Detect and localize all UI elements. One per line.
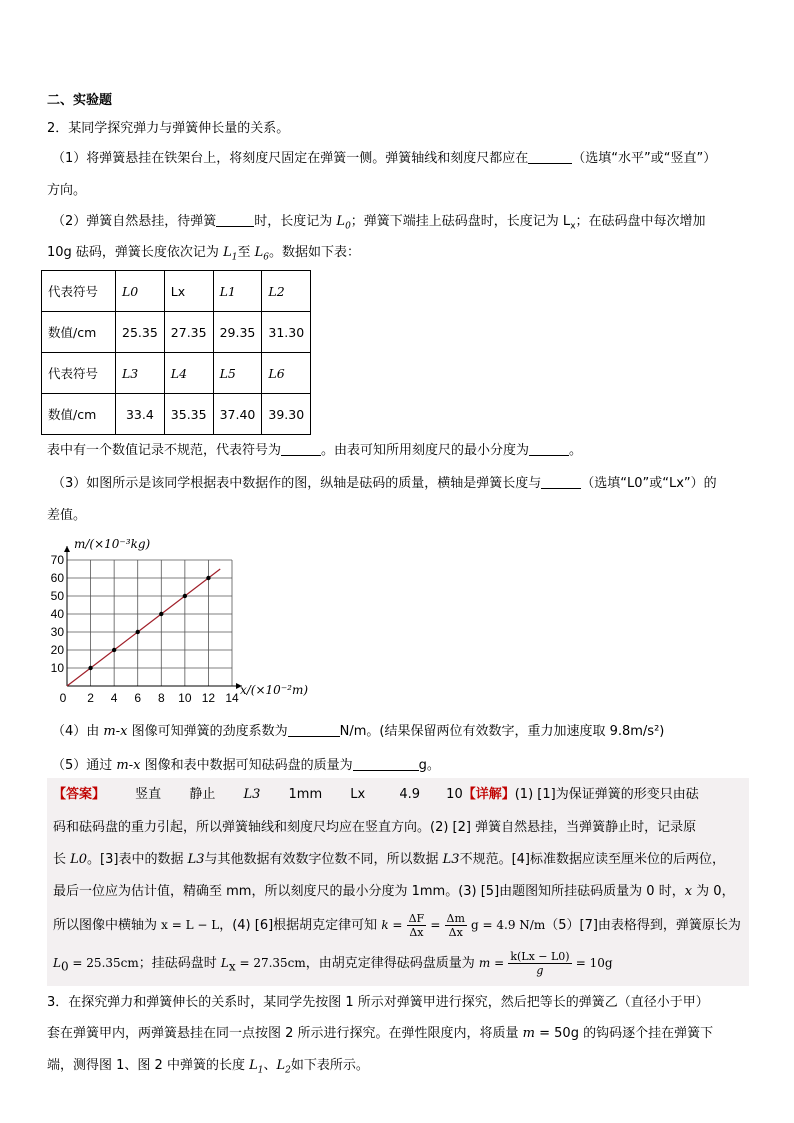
answer-item: 竖直 bbox=[135, 787, 162, 802]
answer-blank[interactable] bbox=[288, 722, 340, 737]
data-point bbox=[159, 612, 163, 616]
answer-line: 所以图像中横轴为 x = L − L，(4) [6]根据胡克定律可知 k = $\frac{\Delta F}{\Delta x}$ = $\frac{\Delta m}{\Delta x}$ g = 4.9 N/m（5）[7]由表格得到，弹簧原长为 bbox=[53, 912, 741, 939]
x-tick-label: 8 bbox=[157, 691, 165, 705]
table-cell: L0 bbox=[116, 271, 165, 312]
data-point bbox=[183, 594, 187, 598]
y-tick-label: 60 bbox=[50, 571, 64, 585]
answer-item: 1mm bbox=[288, 787, 323, 802]
table-row bbox=[42, 353, 311, 394]
table-cell: L3 bbox=[116, 353, 165, 394]
answer-tag: 【答案】 bbox=[53, 787, 106, 802]
y-axis-arrow bbox=[64, 546, 70, 552]
detail-tag: 【详解】 bbox=[462, 787, 515, 802]
answer-blank[interactable] bbox=[529, 441, 569, 456]
answer-blank[interactable] bbox=[528, 149, 572, 164]
table-cell: 33.4 bbox=[116, 394, 165, 435]
answer-item: 静止 bbox=[189, 787, 216, 802]
mass-vs-extension-chart bbox=[44, 534, 334, 712]
table-row bbox=[42, 312, 311, 353]
x-tick-label: 2 bbox=[87, 691, 94, 705]
data-point bbox=[112, 648, 116, 652]
table-cell: 代表符号 bbox=[42, 353, 116, 394]
table-cell: 29.35 bbox=[213, 312, 262, 353]
fraction: $\frac{\Delta F}{\Delta x}$ bbox=[408, 912, 425, 939]
y-tick-label: 40 bbox=[50, 607, 64, 621]
table-cell: 数值/cm bbox=[42, 312, 116, 353]
q2-part2: （2）弹簧自然悬挂，待弹簧 时，长度记为 $L_0$；弹簧下端挂上砝码盘时，长度记为 $L_x$；在砝码盘中每次增加 bbox=[52, 214, 706, 232]
y-tick-label: 10 bbox=[50, 661, 64, 675]
answer-item: 4.9 bbox=[399, 787, 421, 802]
q2-part4: （4）由 m-x 图像可知弹簧的劲度系数为 N/m。(结果保留两位有效数字，重力加速度取 9.8m/s²) bbox=[52, 724, 665, 739]
q3-line: 端，测得图 1、图 2 中弹簧的长度 $L_1$、$L_2$如下表所示。 bbox=[47, 1058, 369, 1076]
answer-blank[interactable] bbox=[281, 441, 321, 456]
q2-part2-cont: 10g 砝码，弹簧长度依次记为 $L_1$至 $L_6$。数据如下表： bbox=[47, 245, 360, 263]
x-tick-label: 4 bbox=[110, 691, 118, 705]
answer-item: L3 bbox=[243, 787, 261, 802]
table-cell: L1 bbox=[213, 271, 262, 312]
table-cell: L5 bbox=[213, 353, 262, 394]
y-tick-label: 30 bbox=[50, 625, 64, 639]
fraction: $\frac{\Delta m}{\Delta x}$ bbox=[446, 912, 465, 939]
q2-stem: 2．某同学探究弹力与弹簧伸长量的关系。 bbox=[47, 121, 290, 136]
fraction: $\frac{k(Lx - L0)}{g}$ bbox=[510, 950, 570, 977]
answer-line: 最后一位应为估计值，精确至 mm，所以刻度尺的最小分度为 1mm。(3) [5]由题图知所挂砝码质量为 0 时，x 为 0， bbox=[53, 884, 735, 899]
answer-line: 【答案】 竖直 静止 L3 1mm Lx 4.9 10【详解】(1) [1]为保证弹簧的形变只由砝 bbox=[53, 783, 699, 807]
q2-part5: （5）通过 m-x 图像和表中数据可知砝码盘的质量为 g。 bbox=[52, 758, 440, 773]
answer-item: Lx bbox=[350, 787, 366, 802]
q3-line: 套在弹簧甲内，两弹簧悬挂在同一点按图 2 所示进行探究。在弹性限度内，将质量 m = 50g 的钩码逐个挂在弹簧下 bbox=[47, 1026, 714, 1041]
table-cell: L4 bbox=[164, 353, 213, 394]
x-tick-label: 12 bbox=[201, 691, 216, 705]
data-point bbox=[88, 666, 92, 670]
answer-line: 长 L0。[3]表中的数据 L3与其他数据有效数字位数不同，所以数据 L3不规范。[4]标准数据应读至厘米位的后两位， bbox=[53, 852, 725, 867]
answer-line: $L_0 = 25.35cm$；挂砝码盘时 $L_x = 27.35cm$，由胡克定律得砝码盘质量为 m = $\frac{k(Lx - L0)}{g}$ = 10g bbox=[53, 950, 613, 977]
table-cell: Lx bbox=[164, 271, 213, 312]
q2-part1: （1）将弹簧悬挂在铁架台上，将刻度尺固定在弹簧一侧。弹簧轴线和刻度尺都应在 （选填“水平”或“竖直”） bbox=[52, 151, 717, 166]
data-point bbox=[206, 576, 210, 580]
y-tick-label: 20 bbox=[50, 643, 64, 657]
y-tick-label: 70 bbox=[50, 553, 64, 567]
data-table bbox=[41, 270, 311, 435]
q2-part3-cont: 差值。 bbox=[47, 508, 87, 523]
table-cell: 39.30 bbox=[262, 394, 311, 435]
chart-series bbox=[67, 569, 220, 686]
table-cell: 35.35 bbox=[164, 394, 213, 435]
answer-blank[interactable] bbox=[216, 212, 254, 227]
table-cell: 数值/cm bbox=[42, 394, 116, 435]
table-cell: L2 bbox=[262, 271, 311, 312]
answer-block bbox=[47, 778, 749, 986]
table-cell: 37.40 bbox=[213, 394, 262, 435]
q3-line: 3．在探究弹力和弹簧伸长的关系时，某同学先按图 1 所示对弹簧甲进行探究，然后把等长的弹簧乙（直径小于甲） bbox=[47, 995, 709, 1010]
table-row bbox=[42, 394, 311, 435]
x-axis-label: x/(×10⁻²m) bbox=[240, 683, 309, 697]
x-tick-label: 0 bbox=[59, 691, 67, 705]
table-cell: 25.35 bbox=[116, 312, 165, 353]
q2-part1-cont: 方向。 bbox=[47, 183, 87, 198]
answer-line: 码和砝码盘的重力引起，所以弹簧轴线和刻度尺均应在竖直方向。(2) [2] 弹簧自然悬挂，当弹簧静止时，记录原 bbox=[53, 820, 697, 835]
answer-blank[interactable] bbox=[541, 474, 581, 489]
section-title: 二、实验题 bbox=[47, 93, 113, 108]
table-cell: 31.30 bbox=[262, 312, 311, 353]
y-tick-label: 50 bbox=[50, 589, 64, 603]
table-cell: 代表符号 bbox=[42, 271, 116, 312]
q2-part3: （3）如图所示是该同学根据表中数据作的图，纵轴是砝码的质量，横轴是弹簧长度与 （选填“L0”或“Lx”）的 bbox=[52, 476, 717, 491]
y-axis-label: m/(×10⁻³kg) bbox=[74, 537, 151, 551]
answer-item: 10 bbox=[446, 787, 463, 802]
q2-after-table: 表中有一个数值记录不规范，代表符号为 。由表可知所用刻度尺的最小分度为 。 bbox=[47, 443, 583, 458]
data-point bbox=[136, 630, 140, 634]
answer-blank[interactable] bbox=[353, 756, 419, 771]
x-tick-label: 6 bbox=[134, 691, 142, 705]
x-tick-label: 10 bbox=[178, 691, 192, 705]
x-tick-label: 14 bbox=[225, 691, 239, 705]
table-cell: 27.35 bbox=[164, 312, 213, 353]
table-row bbox=[42, 271, 311, 312]
table-cell: L6 bbox=[262, 353, 311, 394]
